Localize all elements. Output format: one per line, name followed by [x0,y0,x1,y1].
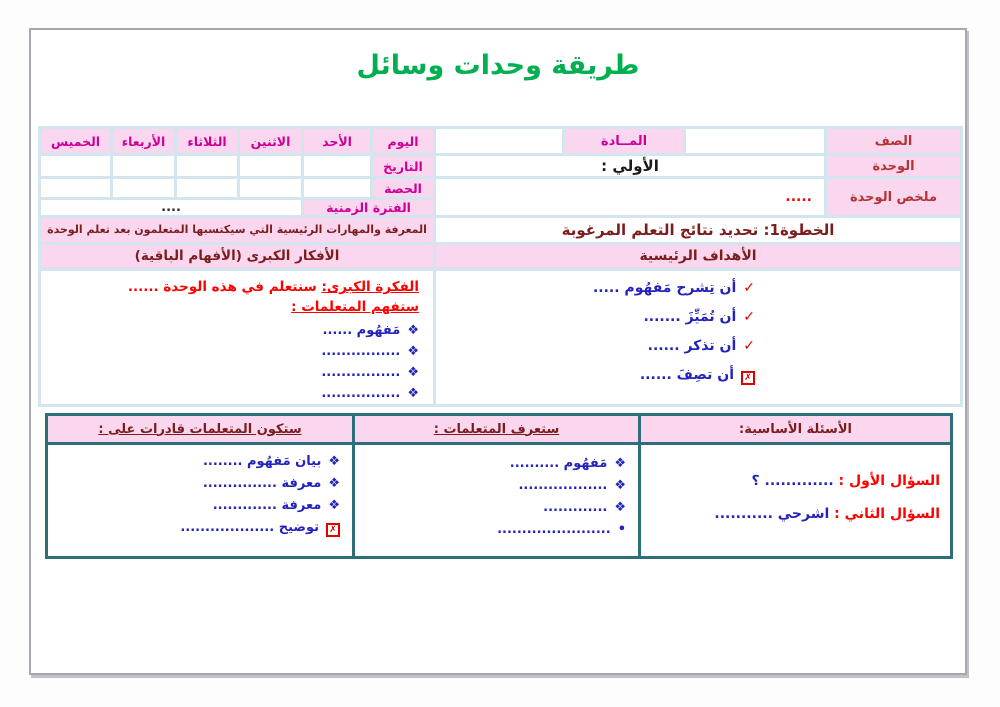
know-item [355,453,626,475]
step1-content-row [41,271,960,404]
check-icon: ✓ [743,338,755,354]
objective-text: أن تذكر ...... [647,338,737,354]
learners-know-header: ستعرف المتعلمات : [355,416,638,442]
objective-text: أن تصِفَ ...... [639,367,734,383]
able-item-text: بيان مَفهُوم ........ [202,454,322,469]
objective-item [436,338,755,367]
big-idea-item-text: مَفهُوم ...... [322,323,401,338]
big-idea-item [47,383,419,404]
big-ideas-cell [41,271,433,404]
know-item-text: .................. [518,478,608,493]
know-item-text: ....................... [497,522,611,537]
diamond-bullet-icon: ❖ [328,454,340,469]
day-monday: الاثنين [240,129,301,153]
subject-input-cell[interactable] [436,129,562,153]
understand-label: ستفهم المتعلمات : [291,299,419,315]
able-item [48,495,340,517]
header-tables-band [38,126,963,407]
date-cell[interactable] [240,156,301,176]
able-item-text: توضيح ................... [180,520,319,535]
question-text: ............. ؟ [751,473,834,489]
learners-know-cell [355,445,638,556]
able-item [48,473,340,495]
info-row-summary [436,179,960,215]
period-cell[interactable] [41,179,110,197]
diamond-bullet-icon: ❖ [614,478,626,493]
objective-item [436,309,755,338]
step1-row [41,218,960,242]
big-idea-label: الفكرة الكبرى: [321,279,419,295]
schedule-date-row [41,156,433,176]
date-cell[interactable] [41,156,110,176]
class-input-cell[interactable] [686,129,824,153]
day-sunday: الأحد [304,129,370,153]
big-idea-item [47,362,419,383]
date-cell[interactable] [177,156,237,176]
objective-text: أن تِشرح مَفهُوم ..... [592,280,737,296]
big-idea-item [47,341,419,362]
class-label: الصف [827,129,960,153]
objective-text: أن تُمَيِّزَ ....... [643,309,737,325]
day-thursday: الخميس [41,129,110,153]
info-row-unit [436,156,960,176]
question-text: اشرحي ........... [714,506,830,522]
period-cell[interactable] [240,179,301,197]
diamond-bullet-icon: ❖ [407,323,419,338]
question-line [641,465,940,498]
know-item [355,497,626,519]
big-idea-item-text: ................ [321,386,401,401]
time-span-label: الفترة الزمنية [304,200,433,215]
date-cell[interactable] [113,156,174,176]
objective-item [436,280,755,309]
able-item [48,517,340,539]
diamond-bullet-icon: ❖ [614,456,626,471]
main-objectives-header: الأهداف الرئيسية [436,245,960,269]
period-cell[interactable] [177,179,237,197]
question-line [641,498,940,531]
period-cell[interactable] [113,179,174,197]
know-item [355,475,626,497]
diamond-bullet-icon: ❖ [407,344,419,359]
unit-summary-value: ..... [436,179,824,215]
big-idea-item-text: ................ [321,344,401,359]
learners-able-header: ستكون المتعلمات قادرات على : [48,416,352,442]
day-wednesday: الأربعاء [113,129,174,153]
essential-questions-header: الأسئلة الأساسية: [641,416,950,442]
objective-item [436,367,755,396]
date-label: التاريخ [373,156,433,176]
diamond-bullet-icon: ❖ [328,498,340,513]
know-item-text: مَفهُوم .......... [509,456,608,471]
unit-summary-label: ملخص الوحدة [827,179,960,215]
day-label: اليوم [373,129,433,153]
essential-questions-cell [641,445,950,556]
check-icon: ✓ [743,309,755,325]
able-item [48,451,340,473]
able-item-text: معرفة ............... [202,476,322,491]
x-box-icon: ✗ [741,371,755,385]
learners-outcomes-table [45,413,953,559]
able-item-text: معرفة ............. [212,498,322,513]
diamond-bullet-icon: ❖ [407,386,419,401]
check-icon: ✓ [743,280,755,296]
big-ideas-header: الأفكار الكبرى (الأفهام الباقية) [41,245,433,269]
period-cell[interactable] [304,179,370,197]
schedule-and-info-row [41,129,960,215]
document-page [29,28,967,675]
big-idea-item [47,320,419,341]
time-span-value: .... [41,200,301,215]
big-idea-line [47,277,419,297]
subject-label: المــادة [565,129,683,153]
week-schedule-table [41,129,433,215]
unit-label: الوحدة [827,156,960,176]
step1-title: الخطوة1: تحديد نتائج التعلم المرغوبة [436,218,960,242]
schedule-timespan-row [41,200,433,215]
diamond-bullet-icon: ❖ [407,365,419,380]
info-row-class-subject [436,129,960,153]
period-label: الحصة [373,179,433,197]
unit-value: الأولي : [436,156,824,176]
question-label: السؤال الثاني : [829,506,940,522]
column-headers-row [41,245,960,269]
diamond-bullet-icon: ❖ [614,500,626,515]
schedule-header-row [41,129,433,153]
bullet-icon: • [617,522,626,537]
date-cell[interactable] [304,156,370,176]
big-idea-items [47,320,419,404]
info-fields-table [436,129,960,215]
diamond-bullet-icon: ❖ [328,476,340,491]
x-box-icon: ✗ [326,523,340,537]
schedule-period-row [41,179,433,197]
page-title: طريقة وحدات وسائل [356,50,640,81]
learners-able-cell [48,445,352,556]
main-objectives-cell [436,271,960,404]
day-tuesday: الثلاثاء [177,129,237,153]
know-item [355,519,626,541]
big-idea-text: سنتعلم في هذه الوحدة ...... [127,279,322,295]
question-label: السؤال الأول : [833,473,940,489]
know-item-text: ............. [543,500,608,515]
big-idea-item-text: ................ [321,365,401,380]
knowledge-skills-header: المعرفة والمهارات الرئيسية التي سيكتسبها المتعلمون بعد تعلم الوحدة [41,218,433,242]
